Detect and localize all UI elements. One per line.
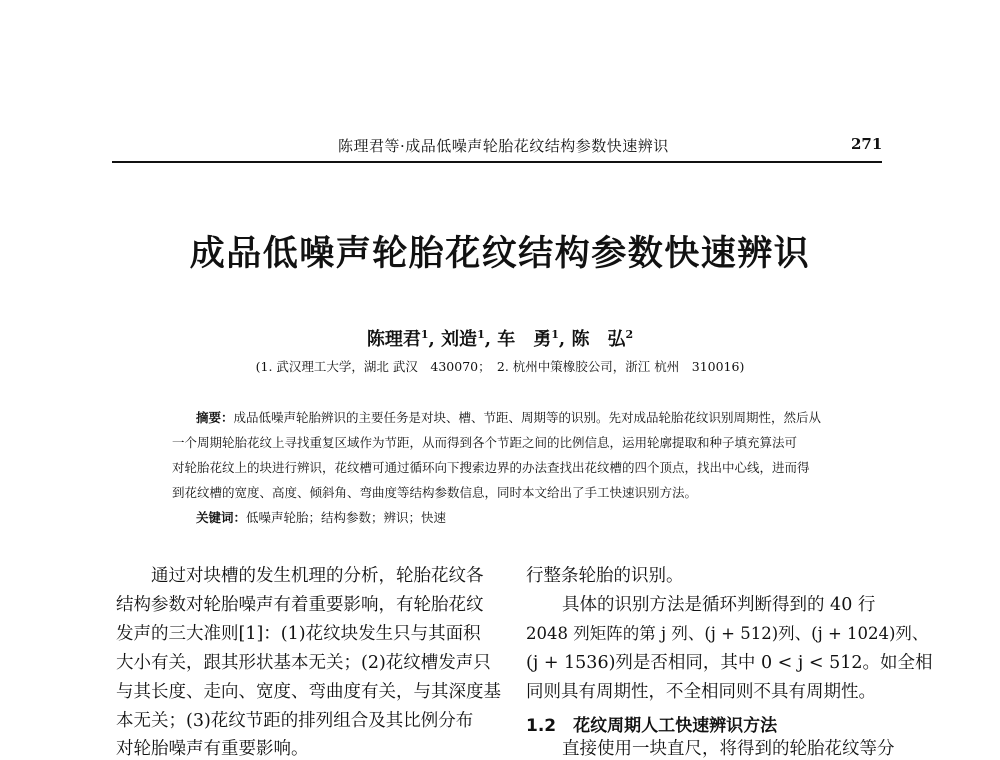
abstract-line: 对轮胎花纹上的块进行辨识，花纹槽可通过循环向下搜索边界的办法查找出花纹槽的四个顶点，找出中心线，进而得 xyxy=(172,460,810,475)
keywords-line xyxy=(196,512,446,525)
author-affil-mark: 1 xyxy=(420,328,429,341)
body-line: 2048 列矩阵的第 j 列、(j + 512)列、(j + 1024)列、 xyxy=(526,624,929,643)
running-header-title: 陈理君等·成品低噪声轮胎花纹结构参数快速辨识 xyxy=(338,137,669,155)
author-name: 刘造 xyxy=(441,329,478,350)
header-rule xyxy=(112,161,882,163)
body-line: 直接使用一块直尺，将得到的轮胎花纹等分 xyxy=(562,739,895,759)
body-line: (j + 1536)列是否相同，其中 0 < j < 512。如全相 xyxy=(526,653,933,673)
paper-title: 成品低噪声轮胎花纹结构参数快速辨识 xyxy=(189,234,811,274)
body-line: 结构参数对轮胎噪声有着重要影响，有轮胎花纹 xyxy=(116,595,484,615)
section-heading: 1.2 花纹周期人工快速辨识方法 xyxy=(526,716,778,736)
body-line: 大小有关，跟其形状基本无关；(2)花纹槽发声只 xyxy=(116,653,491,673)
body-line: 通过对块槽的发生机理的分析，轮胎花纹各 xyxy=(151,566,484,586)
author-name: 陈理君 xyxy=(366,329,421,350)
author-name: 陈 弘 xyxy=(571,329,626,350)
body-line: 发声的三大准则[1]：(1)花纹块发生只与其面积 xyxy=(116,624,481,644)
page-number: 271 xyxy=(851,135,883,153)
affiliations: (1. 武汉理工大学，湖北 武汉 430070； 2. 杭州中策橡胶公司，浙江 杭州 310016) xyxy=(255,359,745,374)
abstract-line: 一个周期轮胎花纹上寻找重复区域作为节距，从而得到各个节距之间的比例信息，运用轮廓提取和种子填充算法可 xyxy=(172,435,798,450)
keywords-label: 关键词： xyxy=(196,510,247,525)
body-line: 具体的识别方法是循环判断得到的 40 行 xyxy=(562,595,876,615)
author-list: 陈理君$^1$, 刘造$^1$, 车 勇$^1$, 陈 弘$^2$ xyxy=(366,328,634,350)
abstract-text: 成品低噪声轮胎辨识的主要任务是对块、槽、节距、周期等的识别。先对成品轮胎花纹识别周期性，然后从 xyxy=(233,410,822,425)
body-line: 同则具有周期性，不全相同则不具有周期性。 xyxy=(526,682,876,702)
abstract-line xyxy=(196,412,821,425)
keywords-text: 低噪声轮胎；结构参数；辨识；快速 xyxy=(246,510,447,525)
body-line: 本无关；(3)花纹节距的排列组合及其比例分布 xyxy=(116,711,474,731)
body-line: 对轮胎噪声有重要影响。 xyxy=(116,739,309,759)
abstract-line: 到花纹槽的宽度、高度、倾斜角、弯曲度等结构参数信息，同时本文给出了手工快速识别方法。 xyxy=(172,485,698,500)
abstract-label: 摘要： xyxy=(196,410,234,425)
author-name: 车 勇 xyxy=(497,329,552,350)
body-line: 与其长度、走向、宽度、弯曲度有关，与其深度基 xyxy=(116,682,501,702)
author-affil-mark: 2 xyxy=(625,328,634,341)
body-line: 行整条轮胎的识别。 xyxy=(526,566,684,586)
author-affil-mark: 1 xyxy=(477,328,485,341)
author-affil-mark: 1 xyxy=(551,328,559,341)
